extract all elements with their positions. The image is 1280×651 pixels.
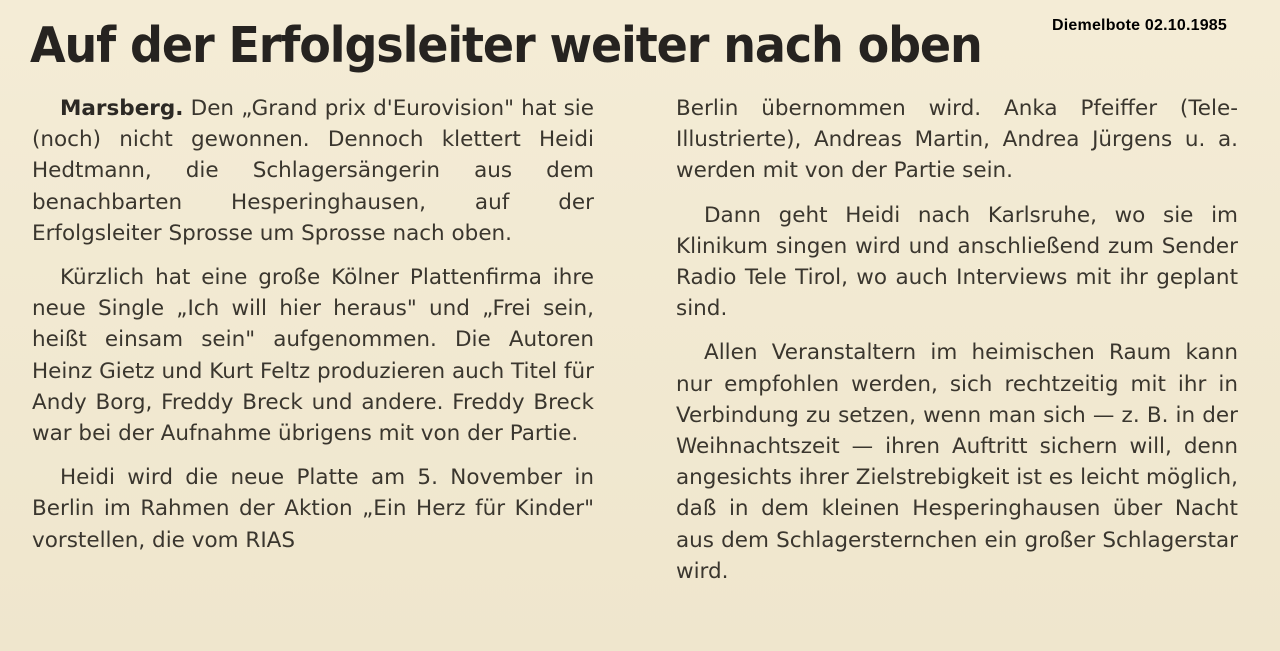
article-paragraph-3-continued: Berlin übernommen wird. Anka Pfeiffer (Tele-Illustrierte), Andreas Martin, Andrea Jürgens u. a. werden mit von der Partie sein. [676, 96, 1238, 184]
dateline: Marsberg. [60, 96, 184, 121]
article-column-right [676, 93, 1238, 600]
article-column-left [32, 93, 594, 569]
article-paragraph-2: Kürzlich hat eine große Kölner Plattenfirma ihre neue Single „Ich will hier heraus" und „Frei sein, heißt einsam sein" aufgenommen. Die Autoren Heinz Gietz und Kurt Feltz produzieren auch Titel für Andy Borg, Freddy Breck und andere. Freddy Breck war bei der Aufnahme übrigens mit von der Partie. [32, 265, 594, 447]
article-paragraph-4: Dann geht Heidi nach Karlsruhe, wo sie im Klinikum singen wird und anschließend zum Sender Radio Tele Tirol, wo auch Interviews mit ihr geplant sind. [676, 202, 1238, 322]
article-paragraph-3: Heidi wird die neue Platte am 5. November in Berlin im Rahmen der Aktion „Ein Herz für Kinder" vorstellen, die vom RIAS [32, 465, 594, 553]
article-headline: Auf der Erfolgsleiter weiter nach oben [30, 17, 982, 74]
article-paragraph-1 [32, 93, 594, 249]
article-paragraph-5: Allen Veranstaltern im heimischen Raum kann nur empfohlen werden, sich rechtzeitig mit ihr in Verbindung zu setzen, wenn man sich — z. B. in der Weihnachtszeit — ihren Auftritt sichern will, denn angesichts ihrer Zielstrebigkeit ist es leicht möglich, daß in dem kleinen Hesperinghausen über Nacht aus dem Schlagersternchen ein großer Schlagerstar wird. [676, 340, 1238, 584]
paragraph-1-text: Den „Grand prix d'Eurovision" hat sie (noch) nicht gewonnen. Dennoch klettert Heidi Hedtmann, die Schlagersängerin aus dem benachbarten Hesperinghausen, auf der Erfolgsleiter Sprosse um Sprosse nach oben. [32, 96, 594, 246]
source-label: Diemelbote 02.10.1985 [1052, 17, 1227, 34]
